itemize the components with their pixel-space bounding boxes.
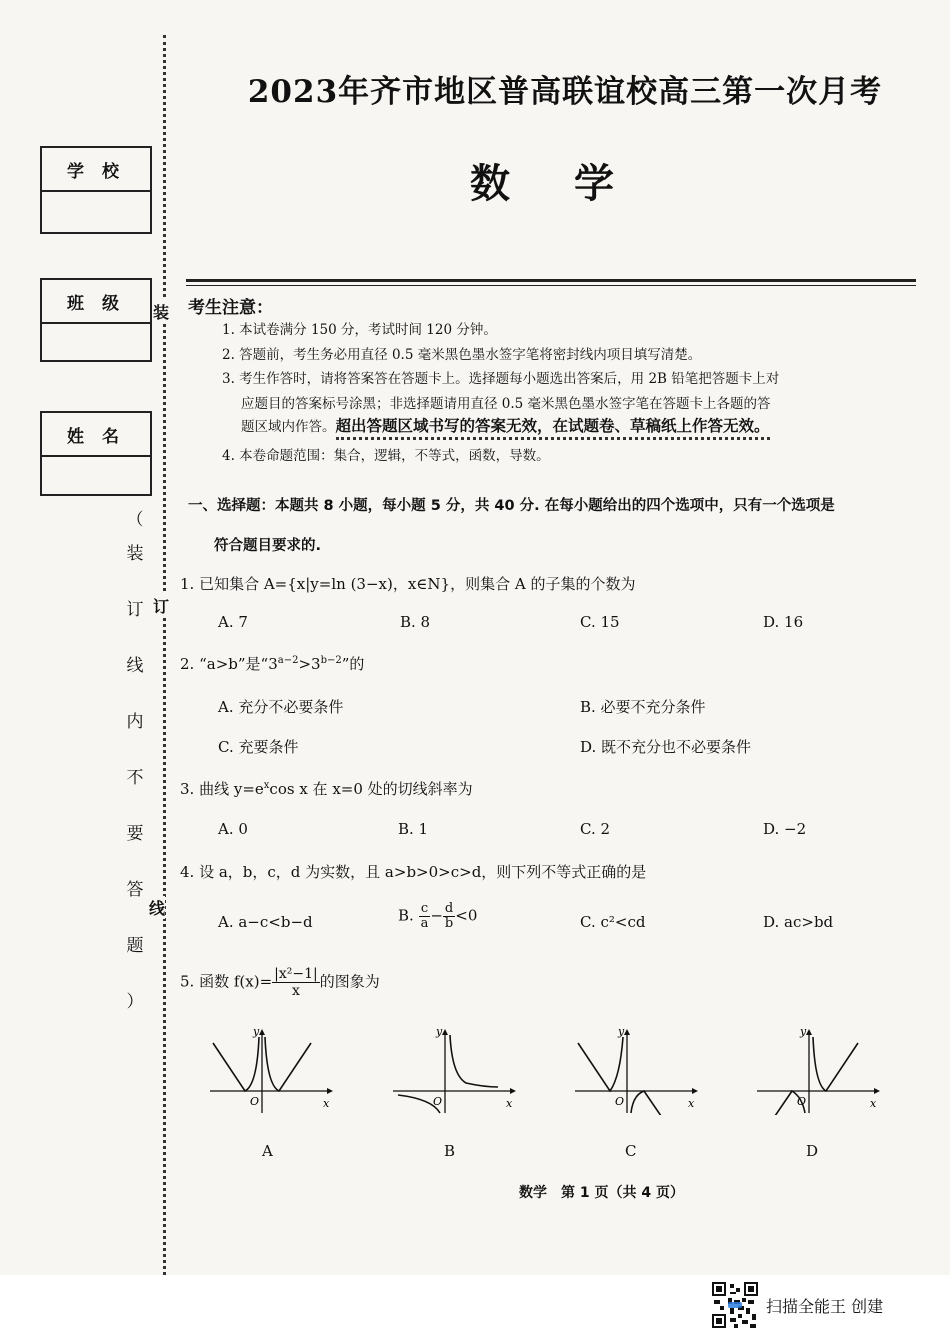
graph-c-y-label: y — [618, 1025, 625, 1038]
q2-exponent-1: a−2 — [277, 655, 299, 666]
graph-c-origin: O — [615, 1095, 625, 1108]
graph-label-c: C — [625, 1142, 637, 1160]
q2-option-a: A. 充分不必要条件 — [218, 698, 344, 716]
q4-fraction-2-den: b — [444, 916, 454, 931]
q4-option-c: C. c²<cd — [580, 913, 646, 931]
q1-option-d: D. 16 — [763, 613, 804, 631]
notice-item-3b: 应题目的答案标号涂黑；非选择题请用直径 0.5 毫米黑色墨水签字笔在答题卡上各题的答 — [241, 396, 771, 412]
note-char: 订 — [126, 600, 144, 620]
scanner-text: 扫描全能王 创建 — [766, 1296, 884, 1316]
graph-c — [570, 1025, 700, 1115]
notice-item-3a: 3. 考生作答时，请将答案答在答题卡上。选择题每小题选出答案后，用 2B 铅笔把答题卡上对 — [222, 371, 780, 387]
note-char: 题 — [126, 936, 144, 956]
page-footer: 数学 第 1 页（共 4 页） — [519, 1185, 684, 1201]
graph-a-x-label: x — [323, 1097, 330, 1110]
graph-a — [205, 1025, 335, 1115]
q3-text-post: cos x 在 x=0 处的切线斜率为 — [269, 780, 473, 798]
q2-option-c: C. 充要条件 — [218, 738, 299, 756]
note-char: 内 — [126, 712, 144, 732]
school-label: 学 校 — [42, 148, 150, 192]
header-rule — [186, 279, 916, 282]
question-2 — [180, 653, 920, 674]
q4-fraction-1 — [419, 902, 431, 931]
q4-fraction-2 — [443, 902, 455, 931]
notice-item-2: 2. 答题前，考生务必用直径 0.5 毫米黑色墨水签字笔将密封线内项目填写清楚。 — [222, 347, 702, 363]
name-label: 姓 名 — [42, 413, 150, 457]
q1-option-b: B. 8 — [400, 613, 431, 631]
notice-item-1: 1. 本试卷满分 150 分，考试时间 120 分钟。 — [222, 322, 497, 338]
school-box — [40, 146, 152, 234]
graph-d-x-label: x — [870, 1097, 877, 1110]
binding-zhuang: 装 — [153, 300, 169, 323]
note-char: 装 — [126, 544, 144, 564]
q5-text-post: 的图象为 — [319, 972, 380, 991]
notice-title: 考生注意： — [188, 298, 273, 318]
q5-text-pre: 5. 函数 f(x)= — [180, 972, 273, 991]
q2-text-post: ”的 — [341, 655, 365, 673]
graph-b-x-label: x — [506, 1097, 513, 1110]
q4-option-b-op: − — [430, 906, 443, 925]
scanner-watermark — [712, 1282, 883, 1328]
q2-exponent-2: b−2 — [320, 655, 342, 666]
binding-ding: 订 — [153, 594, 169, 617]
notice-item-3c-bold: 超出答题区域书写的答案无效，在试题卷、草稿纸上作答无效。 — [336, 417, 770, 440]
q5-fraction-num: |x²−1| — [274, 966, 318, 982]
question-4: 4. 设 a，b，c，d 为实数，且 a>b>0>c>d，则下列不等式正确的是 — [180, 863, 647, 881]
graph-b-origin: O — [433, 1095, 443, 1108]
q2-option-d: D. 既不充分也不必要条件 — [580, 738, 752, 756]
binding-xian: 线 — [149, 896, 165, 919]
notice-item-4: 4. 本卷命题范围：集合，逻辑，不等式，函数，导数。 — [222, 448, 550, 464]
binding-dotted-line — [163, 35, 166, 1275]
question-3 — [180, 778, 920, 799]
q2-option-b: B. 必要不充分条件 — [580, 698, 706, 716]
q1-option-a: A. 7 — [218, 613, 248, 631]
q1-option-c: C. 15 — [580, 613, 620, 631]
note-char: （ — [126, 510, 144, 530]
q5-fraction-den: x — [291, 983, 300, 999]
q3-option-d: D. −2 — [763, 820, 807, 838]
q4-fraction-2-num: d — [444, 901, 454, 916]
note-char: 要 — [126, 824, 144, 844]
note-char: 不 — [126, 768, 144, 788]
note-char: ） — [126, 992, 144, 1012]
graph-a-y-label: y — [253, 1025, 260, 1038]
graph-label-a: A — [262, 1142, 273, 1160]
graph-c-x-label: x — [688, 1097, 695, 1110]
q3-text-pre: 3. 曲线 y=e — [180, 780, 264, 798]
q3-exponent: x — [263, 780, 270, 791]
q4-fraction-1-num: c — [419, 902, 431, 917]
name-box — [40, 411, 152, 496]
subject-title: 数学 — [470, 161, 678, 207]
graph-b-y-label: y — [436, 1025, 443, 1038]
section-1-heading: 一、选择题：本题共 8 小题，每小题 5 分，共 40 分. 在每小题给出的四个选项中，只有一个选项是 — [188, 498, 835, 514]
q4-option-b — [398, 902, 477, 931]
exam-title: 2023年齐市地区普高联谊校高三第一次月考 — [247, 74, 883, 110]
q4-option-b-label: B. — [398, 906, 414, 925]
graph-label-b: B — [444, 1142, 456, 1160]
qr-code-icon — [712, 1282, 758, 1328]
graph-label-d: D — [806, 1142, 819, 1160]
graph-b — [388, 1025, 518, 1115]
q3-option-c: C. 2 — [580, 820, 611, 838]
class-box — [40, 278, 152, 362]
q4-option-a: A. a−c<b−d — [218, 913, 313, 931]
q4-fraction-1-den: a — [420, 916, 429, 931]
q4-option-d: D. ac>bd — [763, 913, 834, 931]
header-rule-thin — [186, 285, 916, 286]
q2-text-pre: 2. “a>b”是“3 — [180, 655, 278, 673]
class-label: 班 级 — [42, 280, 150, 324]
graph-a-origin: O — [250, 1095, 260, 1108]
note-char: 答 — [126, 880, 144, 900]
q2-text-mid: >3 — [298, 655, 321, 673]
section-1-heading-cont: 符合题目要求的. — [214, 538, 322, 554]
question-5 — [180, 966, 920, 999]
q3-option-b: B. 1 — [398, 820, 429, 838]
q3-option-a: A. 0 — [218, 820, 248, 838]
graph-d-origin: O — [797, 1095, 807, 1108]
q4-option-b-post: <0 — [455, 906, 478, 925]
notice-item-3c-plain: 题区域内作答。 — [241, 419, 336, 435]
binding-note — [122, 505, 148, 1021]
graph-d-y-label: y — [800, 1025, 807, 1038]
note-char: 线 — [126, 656, 144, 676]
question-1: 1. 已知集合 A={x|y=ln (3−x)，x∈N}，则集合 A 的子集的个数为 — [180, 575, 636, 593]
q5-fraction — [272, 966, 320, 999]
notice-item-3c — [241, 414, 941, 439]
graph-d — [752, 1025, 882, 1115]
